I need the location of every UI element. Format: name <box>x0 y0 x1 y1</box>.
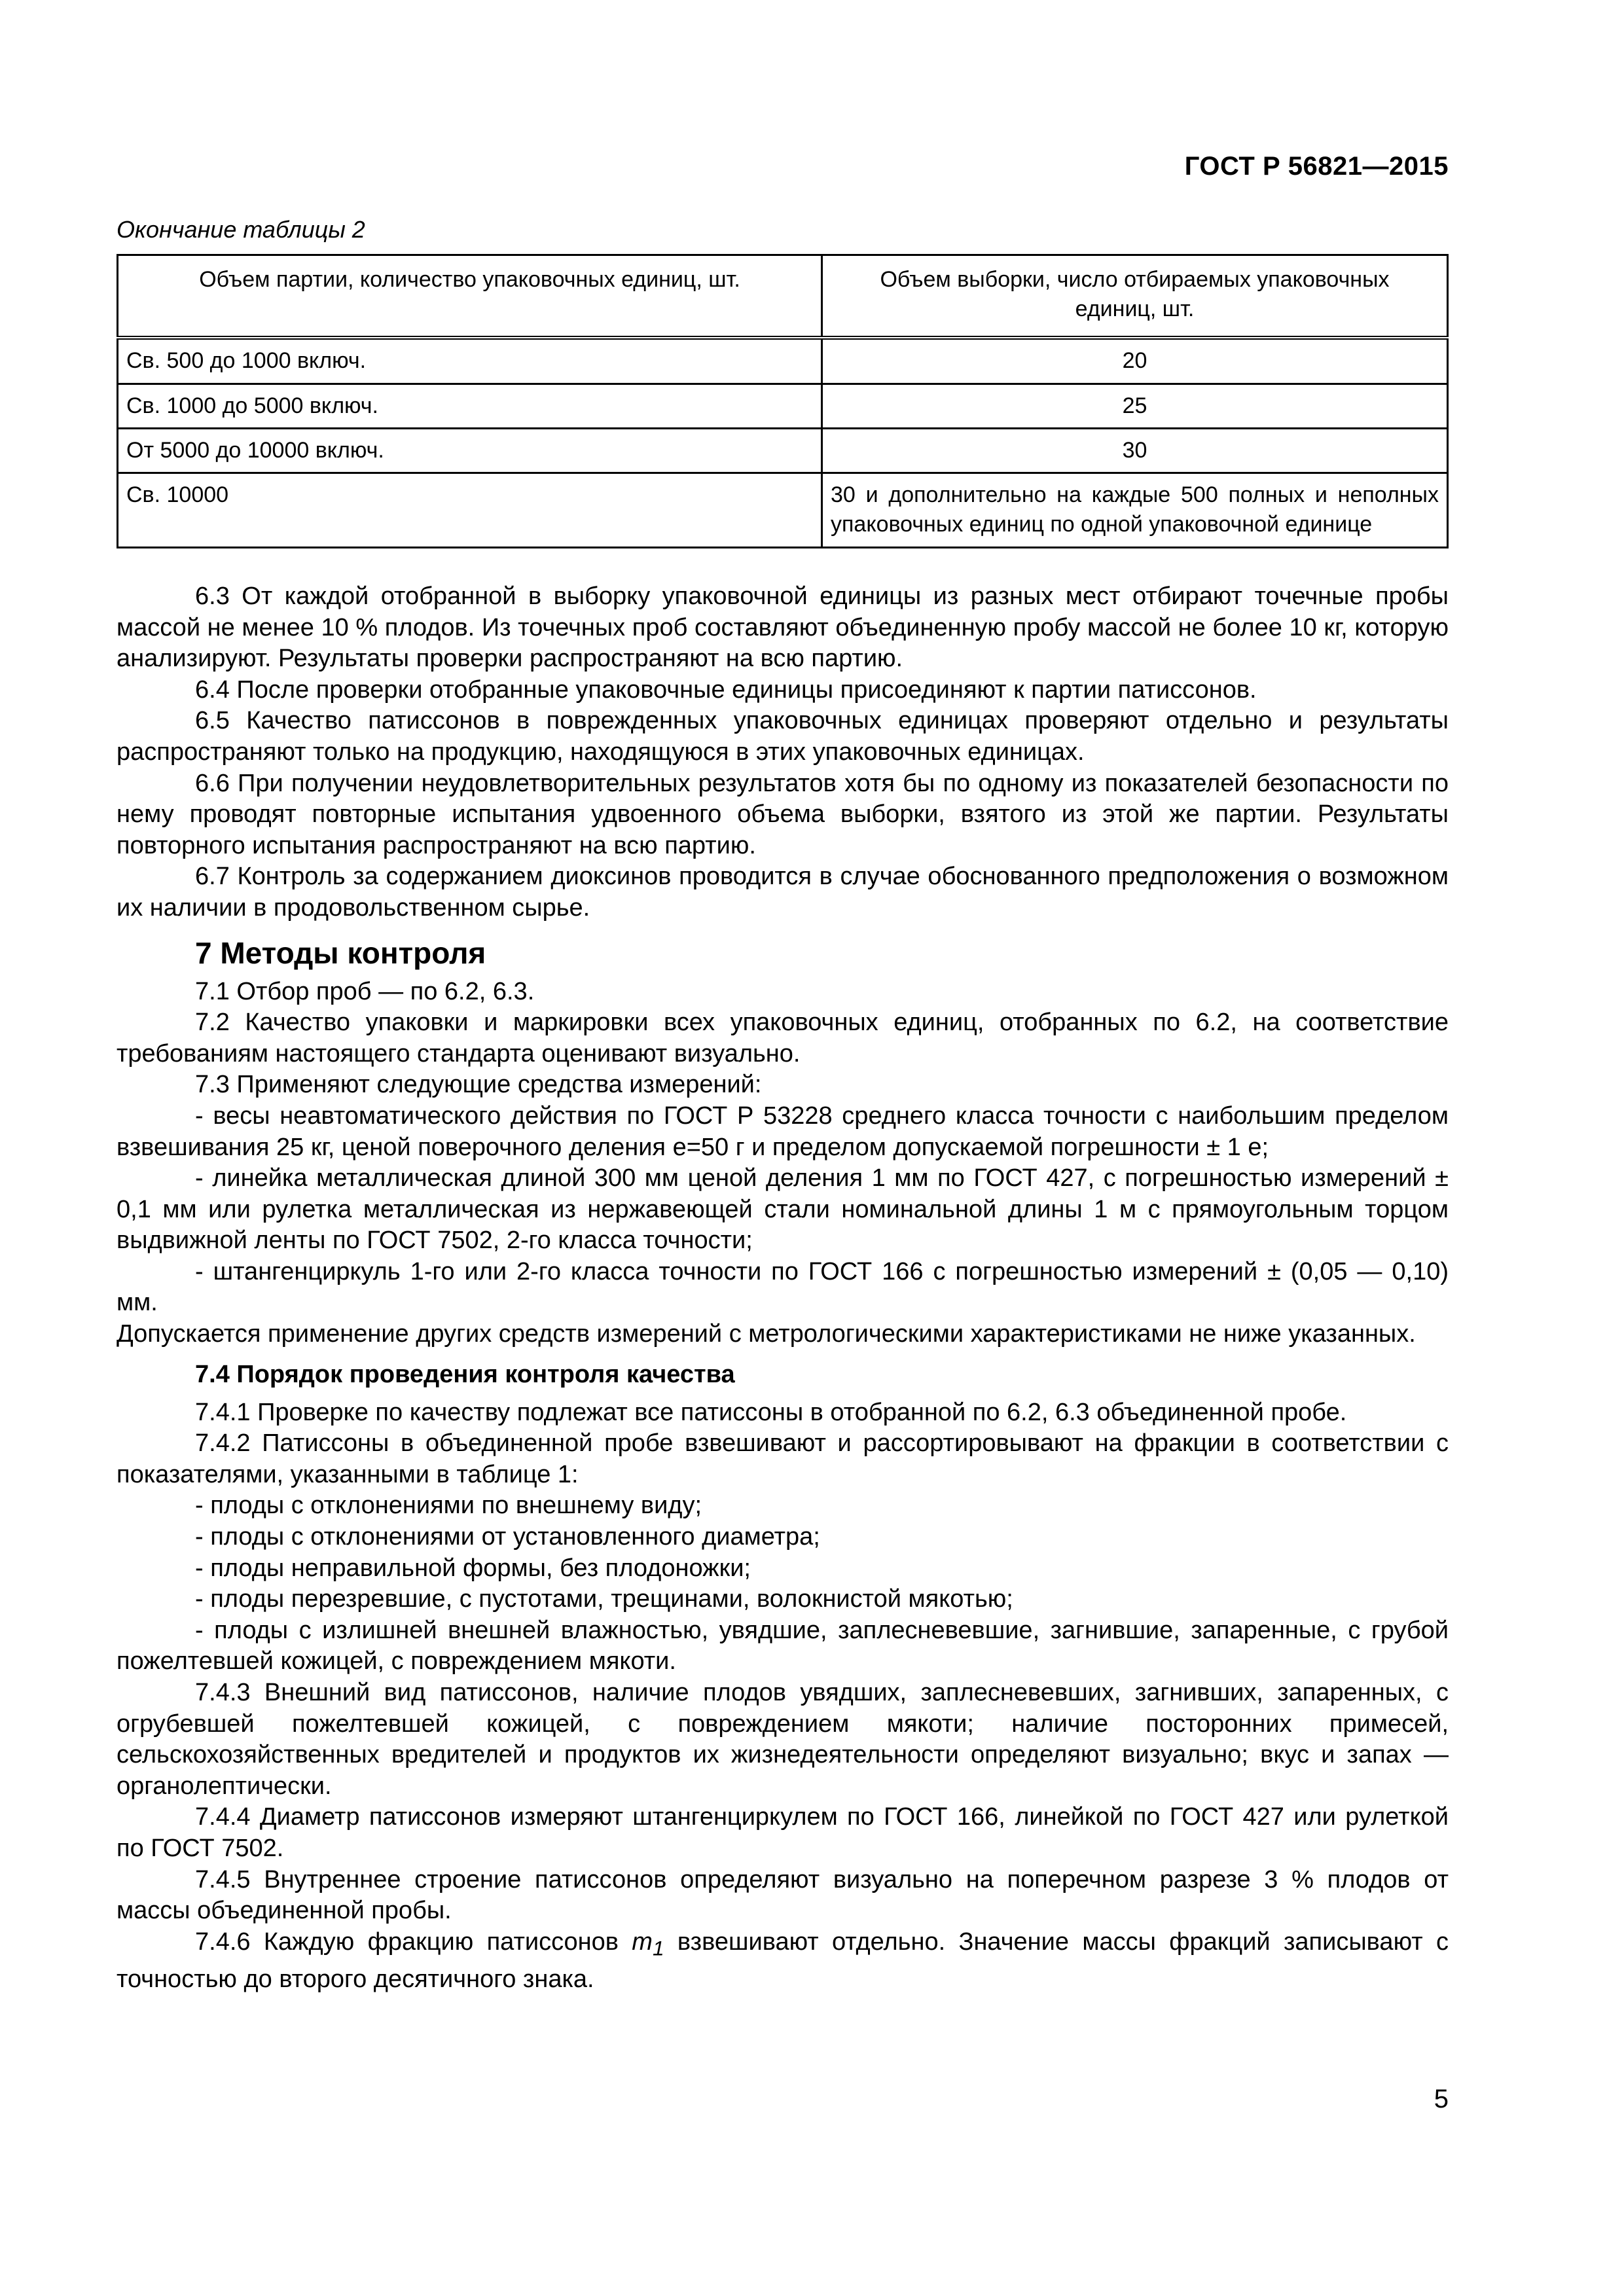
paragraph-7-1: 7.1 Отбор проб — по 6.2, 6.3. <box>195 977 535 1005</box>
paragraph-7-4-5: 7.4.5 Внутреннее строение патиссонов определяют визуально на поперечном разрезе 3 % плодов от массы объединенной пробы. <box>117 1865 1449 1925</box>
paragraph-6-6: 6.6 При получении неудовлетворительных результатов хотя бы по одному из показателей безопасности по нему проводят повторные испытания удвоенного объема выборки, взятого из этой же партии. Результаты повторного испытания распространяют на всю партию. <box>117 769 1449 859</box>
section-heading-7: 7 Методы контроля <box>195 935 486 970</box>
table-row <box>118 384 1448 428</box>
list-item-caliper: - штангенциркуль 1-го или 2-го класса точности по ГОСТ 166 с погрешностью измерений ± (0,05 — 0,10) мм. <box>117 1257 1449 1317</box>
table-cell-lot: Св. 500 до 1000 включ. <box>118 338 822 384</box>
list-item-fraction: - плоды с отклонениями от установленного диаметра; <box>195 1523 820 1551</box>
paragraph-allowed: Допускается применение других средств измерений с метрологическими характеристиками не ниже указанных. <box>117 1320 1416 1348</box>
list-item-ruler: - линейка металлическая длиной 300 мм ценой деления 1 мм по ГОСТ 427, с погрешностью измерений ± 0,1 мм или рулетка металлическая из нержавеющей стали номинальной длины 1 м с прямоугольным торцом выдвижной ленты по ГОСТ 7502, 2-го класса точности; <box>117 1164 1449 1255</box>
table-cell-sample: 20 <box>822 338 1448 384</box>
list-item-fraction: - плоды с излишней внешней влажностью, увядшие, заплесневевшие, загнившие, запаренные, с грубой пожелтевшей кожицей, с повреждением мякоти. <box>117 1616 1449 1676</box>
list-item-scales: - весы неавтоматического действия по ГОСТ Р 53228 среднего класса точности с наибольшим пределом взвешивания 25 кг, ценой поверочного деления е=50 г и пределом допускаемой погрешности ± 1 е; <box>117 1102 1449 1161</box>
paragraph-7-4-6-start: 7.4.6 Каждую фракцию патиссонов <box>195 1928 632 1956</box>
table-cell-lot: Св. 10000 <box>118 473 822 547</box>
paragraph-7-2: 7.2 Качество упаковки и маркировки всех упаковочных единиц, отобранных по 6.2, на соответствие требованиям настоящего стандарта оценивают визуально. <box>117 1009 1449 1067</box>
paragraph-6-3: 6.3 От каждой отобранной в выборку упаковочной единицы из разных мест отбирают точечные пробы массой не менее 10 % плодов. Из точечных проб составляют объединенную пробу массой не более 10 кг, которую анализируют. Результаты проверки распространяют на всю партию. <box>117 583 1449 673</box>
paragraph-7-4-4: 7.4.4 Диаметр патиссонов измеряют штангенциркулем по ГОСТ 166, линейкой по ГОСТ 427 или рулеткой по ГОСТ 7502. <box>117 1803 1449 1862</box>
sampling-table <box>117 254 1449 548</box>
table-header-row <box>118 255 1448 338</box>
table-caption: Окончание таблицы 2 <box>117 216 365 243</box>
paragraph-7-4-6 <box>117 1927 1449 1996</box>
list-item-fraction: - плоды неправильной формы, без плодоножки; <box>195 1554 751 1582</box>
list-item-fraction: - плоды с отклонениями по внешнему виду; <box>195 1492 702 1520</box>
paragraph-7-4-6-end: взвешивают отдельно. Значение массы фракций записывают с точностью до второго десятичного знака. <box>117 1928 1449 1993</box>
paragraph-7-4-1: 7.4.1 Проверке по качеству подлежат все патиссоны в отобранной по 6.2, 6.3 объединенной пробе. <box>195 1398 1347 1426</box>
paragraph-7-4-3: 7.4.3 Внешний вид патиссонов, наличие плодов увядших, заплесневевших, загнивших, запаренных, с огрубевшей пожелтевшей кожицей, с повреждением мякоти; наличие посторонних примесей, сельскохозяйственных вредителей и продуктов их жизнедеятельности определяют визуально; вкус и запах — органолептически. <box>117 1679 1449 1800</box>
column-header-lot-size: Объем партии, количество упаковочных единиц, шт. <box>118 255 822 338</box>
table-cell-lot: Св. 1000 до 5000 включ. <box>118 384 822 428</box>
paragraph-7-3: 7.3 Применяют следующие средства измерений: <box>195 1071 762 1099</box>
table-cell-sample: 25 <box>822 384 1448 428</box>
table-row <box>118 428 1448 473</box>
column-header-sample-size: Объем выборки, число отбираемых упаковочных единиц, шт. <box>822 255 1448 338</box>
body-text <box>117 581 1449 1996</box>
table-cell-sample: 30 <box>822 428 1448 473</box>
table-row <box>118 473 1448 547</box>
list-item-fraction: - плоды перезревшие, с пустотами, трещинами, волокнистой мякотью; <box>195 1585 1013 1613</box>
table-row <box>118 338 1448 384</box>
paragraph-6-7: 6.7 Контроль за содержанием диоксинов проводится в случае обоснованного предположения о возможном их наличии в продовольственном сырье. <box>117 863 1449 922</box>
table-cell-sample: 30 и дополнительно на каждые 500 полных и неполных упаковочных единиц по одной упаковочной единице <box>822 473 1448 547</box>
page-number: 5 <box>1434 2085 1449 2113</box>
standard-code: ГОСТ Р 56821—2015 <box>1184 152 1449 181</box>
paragraph-7-4-2: 7.4.2 Патиссоны в объединенной пробе взвешивают и рассортировывают на фракции в соответствии с показателями, указанными в таблице 1: <box>117 1429 1449 1488</box>
table-cell-lot: От 5000 до 10000 включ. <box>118 428 822 473</box>
paragraph-6-5: 6.5 Качество патиссонов в поврежденных упаковочных единицах проверяют отдельно и результаты распространяют только на продукцию, находящуюся в этих упаковочных единицах. <box>117 707 1449 766</box>
subsection-heading-7-4: 7.4 Порядок проведения контроля качества <box>195 1360 735 1388</box>
mass-symbol: $m_1$ <box>632 1928 664 1960</box>
paragraph-6-4: 6.4 После проверки отобранные упаковочные единицы присоединяют к партии патиссонов. <box>195 675 1257 704</box>
